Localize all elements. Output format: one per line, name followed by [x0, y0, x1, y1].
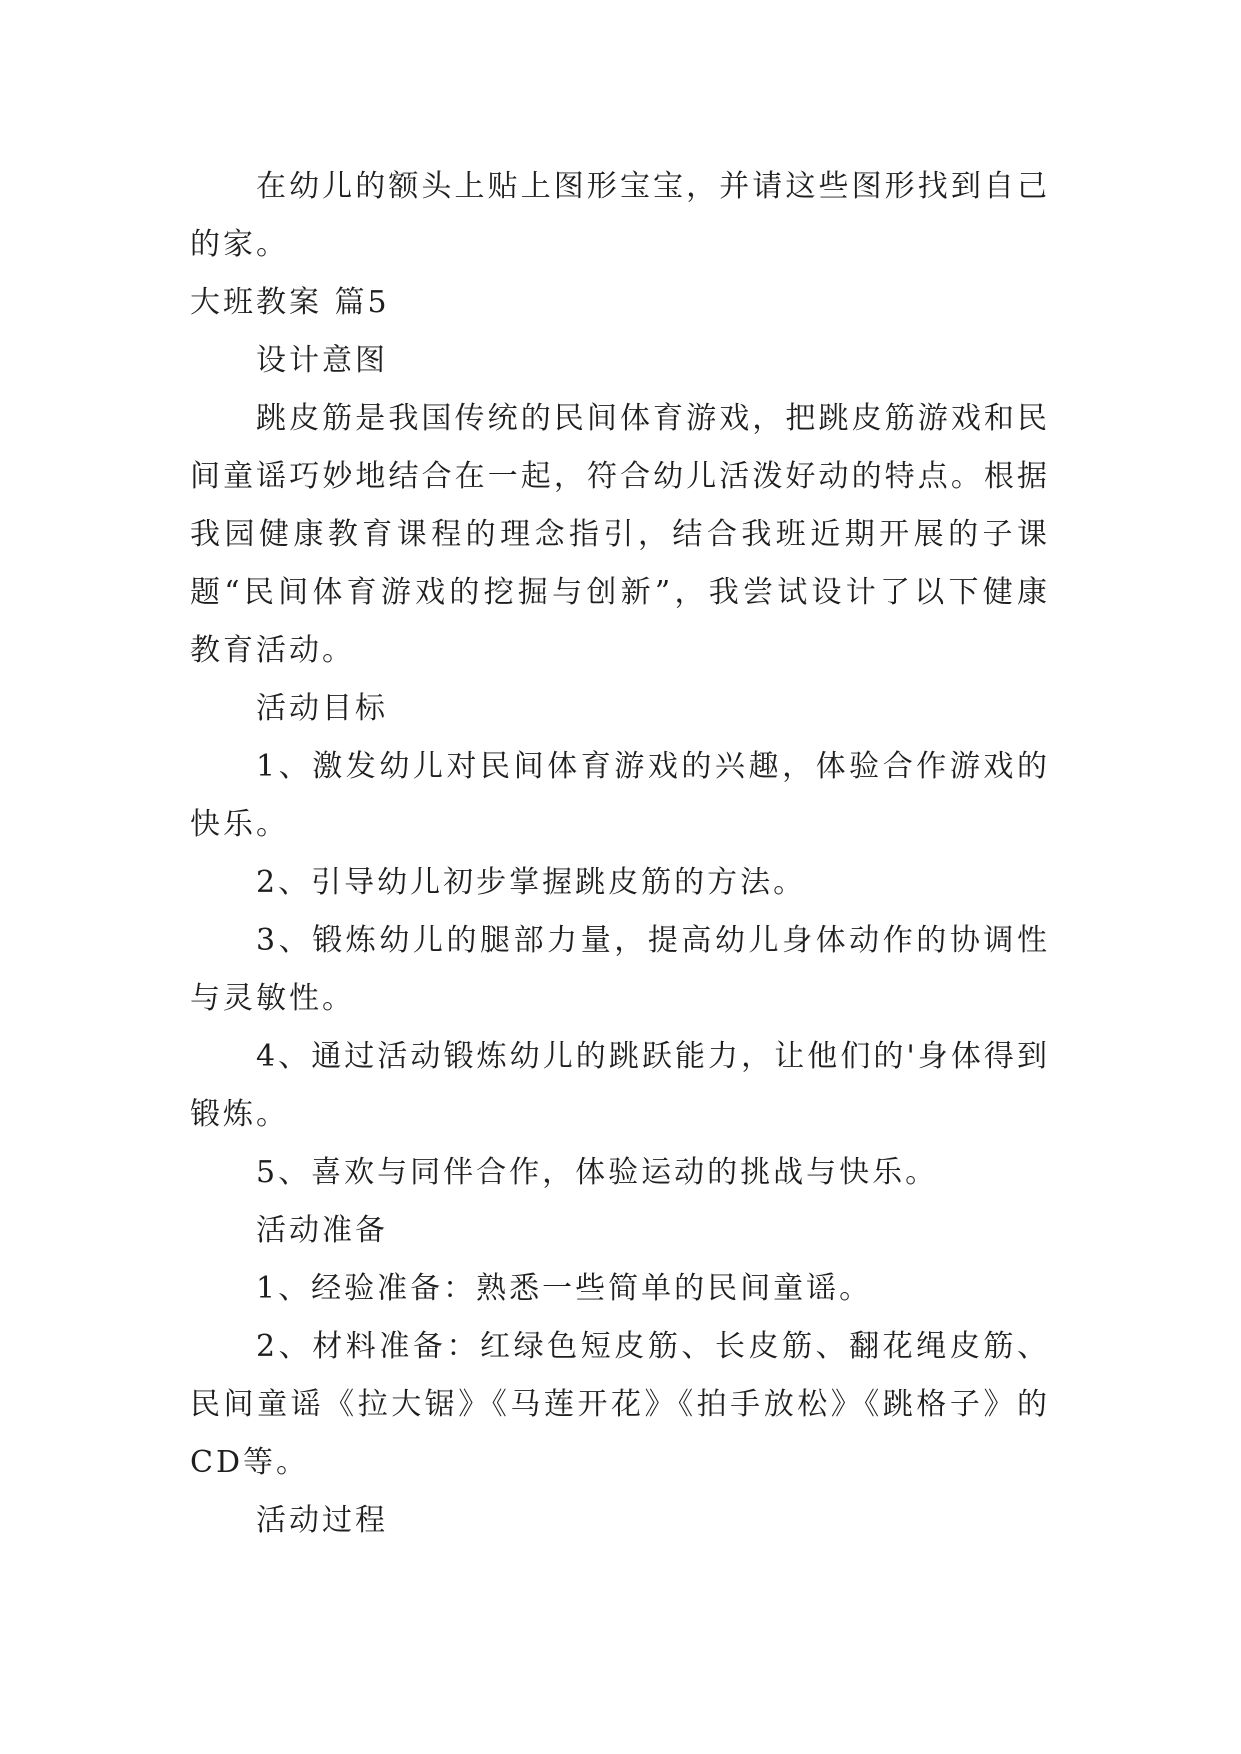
list-item: 1、经验准备：熟悉一些简单的民间童谣。 [256, 1271, 873, 1306]
subheading-activity-goals: 活动目标 [256, 691, 388, 726]
list-item: 4、通过活动锻炼幼儿的跳跃能力，让他们的'身体得到锻炼。 [190, 1039, 1050, 1132]
list-item: 1、激发幼儿对民间体育游戏的兴趣，体验合作游戏的快乐。 [190, 749, 1050, 842]
subheading-activity-preparation: 活动准备 [256, 1213, 388, 1248]
list-item: 2、引导幼儿初步掌握跳皮筋的方法。 [256, 865, 807, 900]
list-item: 5、喜欢与同伴合作，体验运动的挑战与快乐。 [256, 1155, 939, 1190]
subheading-activity-process: 活动过程 [256, 1503, 388, 1538]
body-paragraph: 在幼儿的额头上贴上图形宝宝，并请这些图形找到自己的家。 [190, 169, 1050, 262]
section-heading: 大班教案 篇5 [190, 285, 390, 320]
list-item: 3、锻炼幼儿的腿部力量，提高幼儿身体动作的协调性与灵敏性。 [190, 923, 1050, 1016]
subheading-design-intent: 设计意图 [256, 343, 388, 378]
list-item: 2、材料准备：红绿色短皮筋、长皮筋、翻花绳皮筋、民间童谣《拉大锯》《马莲开花》《拍手放松》《跳格子》的CD等。 [190, 1329, 1050, 1480]
body-paragraph: 跳皮筋是我国传统的民间体育游戏，把跳皮筋游戏和民间童谣巧妙地结合在一起，符合幼儿活泼好动的特点。根据我园健康教育课程的理念指引，结合我班近期开展的子课题“民间体育游戏的挖掘与创新”，我尝试设计了以下健康教育活动。 [190, 401, 1050, 668]
document-body [190, 158, 1050, 1550]
